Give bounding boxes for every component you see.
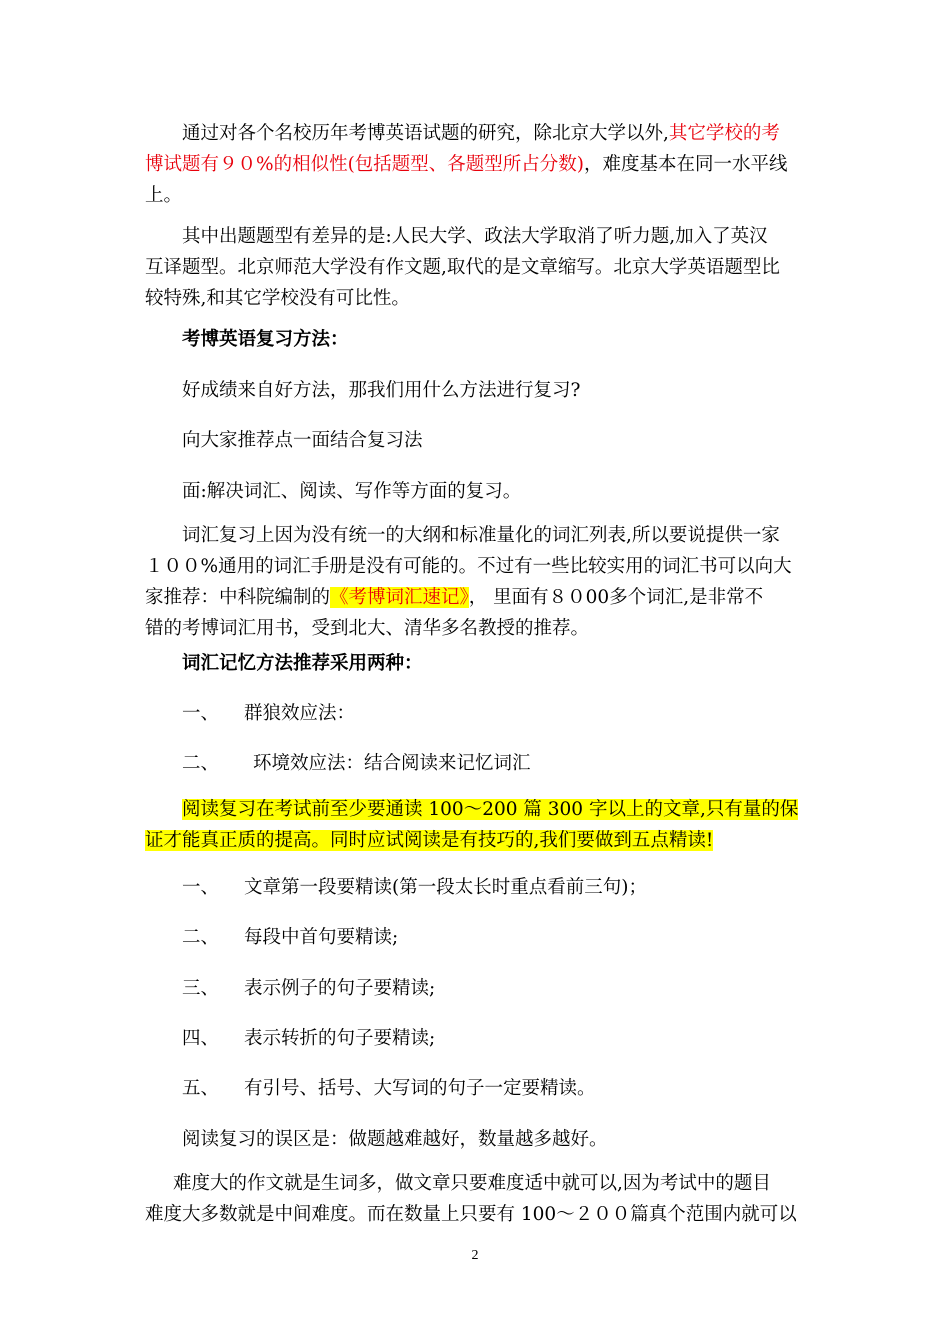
text-line: 错的考博词汇用书，受到北大、清华多名教授的推荐。 <box>145 618 590 639</box>
text-run: ，难度基本在同一水平线 <box>584 154 788 175</box>
paragraph-differences <box>145 221 805 314</box>
paragraph-misconception: 阅读复习的误区是：做题越难越好，数量越多越好。 <box>182 1129 608 1150</box>
text-line: 词汇复习上因为没有统一的大纲和标准量化的词汇列表,所以要说提供一家 <box>182 525 780 546</box>
reading-point <box>145 872 842 903</box>
red-text-run: 其它学校的考 <box>668 123 780 144</box>
text-run: 家推荐：中科院编制的 <box>145 587 331 608</box>
paragraph-surface: 面:解决词汇、阅读、写作等方面的复习。 <box>182 481 522 502</box>
highlighted-text: 阅读复习在考试前至少要通读 100～200 篇 300 字以上的文章,只有量的保 <box>182 799 799 820</box>
text-line: 其中出题题型有差异的是:人民大学、政法大学取消了听力题,加入了英汉 <box>182 226 768 247</box>
page-number: 2 <box>471 1248 479 1263</box>
list-text: 有引号、括号、大写词的句子一定要精读。 <box>244 1078 596 1099</box>
heading-review-method: 考博英语复习方法： <box>182 329 349 350</box>
text-line: １００%通用的词汇手册是没有可能的。不过有一些比较实用的词汇书可以向大 <box>145 556 792 577</box>
text-line: 难度大多数就是中间难度。而在数量上只要有 100～２００篇真个范围内就可以 <box>145 1204 797 1225</box>
reading-point <box>145 1023 842 1054</box>
list-number: 一、 <box>182 877 220 898</box>
list-number: 二、 <box>182 753 220 774</box>
heading-memory-methods: 词汇记忆方法推荐采用两种： <box>182 653 423 674</box>
list-number: 一、 <box>182 703 220 724</box>
list-number: 三、 <box>182 978 220 999</box>
reading-point <box>145 922 842 953</box>
paragraph-good-method: 好成绩来自好方法，那我们用什么方法进行复习? <box>182 380 581 401</box>
list-text: 群狼效应法： <box>244 703 356 724</box>
list-number: 五、 <box>182 1078 220 1099</box>
text-line: 较特殊,和其它学校没有可比性。 <box>145 288 410 309</box>
red-text-run: 博试题有９０%的相似性(包括题型、各题型所占分数) <box>145 154 585 175</box>
paragraph-difficulty <box>145 1168 805 1230</box>
text-run: ， 里面有８０00多个词汇,是非常不 <box>468 587 764 608</box>
paragraph-exam-similarity <box>145 118 805 211</box>
text-line: 上。 <box>145 185 183 206</box>
text-line: 难度大的作文就是生词多，做文章只要难度适中就可以,因为考试中的题目 <box>173 1173 771 1194</box>
method-item <box>145 698 842 729</box>
text-line: 互译题型。北京师范大学没有作文题,取代的是文章缩写。北京大学英语题型比 <box>145 257 780 278</box>
highlighted-book-title: 《考博词汇速记》 <box>330 587 469 608</box>
reading-point <box>145 1073 842 1104</box>
highlighted-text: 证才能真正质的提高。同时应试阅读是有技巧的,我们要做到五点精读! <box>145 830 714 851</box>
list-text: 表示转折的句子要精读; <box>244 1028 436 1049</box>
list-text: 每段中首句要精读; <box>244 927 399 948</box>
list-number: 二、 <box>182 927 220 948</box>
paragraph-vocabulary <box>145 520 805 644</box>
text-run: 通过对各个名校历年考博英语试题的研究，除北京大学以外, <box>182 123 669 144</box>
list-text: 环境效应法：结合阅读来记忆词汇 <box>253 753 531 774</box>
list-text: 表示例子的句子要精读; <box>244 978 436 999</box>
list-text: 文章第一段要精读(第一段太长时重点看前三句)； <box>244 877 647 898</box>
paragraph-reading-highlight <box>145 794 805 856</box>
reading-point <box>145 973 842 1004</box>
method-item <box>145 748 842 779</box>
paragraph-recommend: 向大家推荐点一面结合复习法 <box>182 430 423 451</box>
list-number: 四、 <box>182 1028 220 1049</box>
